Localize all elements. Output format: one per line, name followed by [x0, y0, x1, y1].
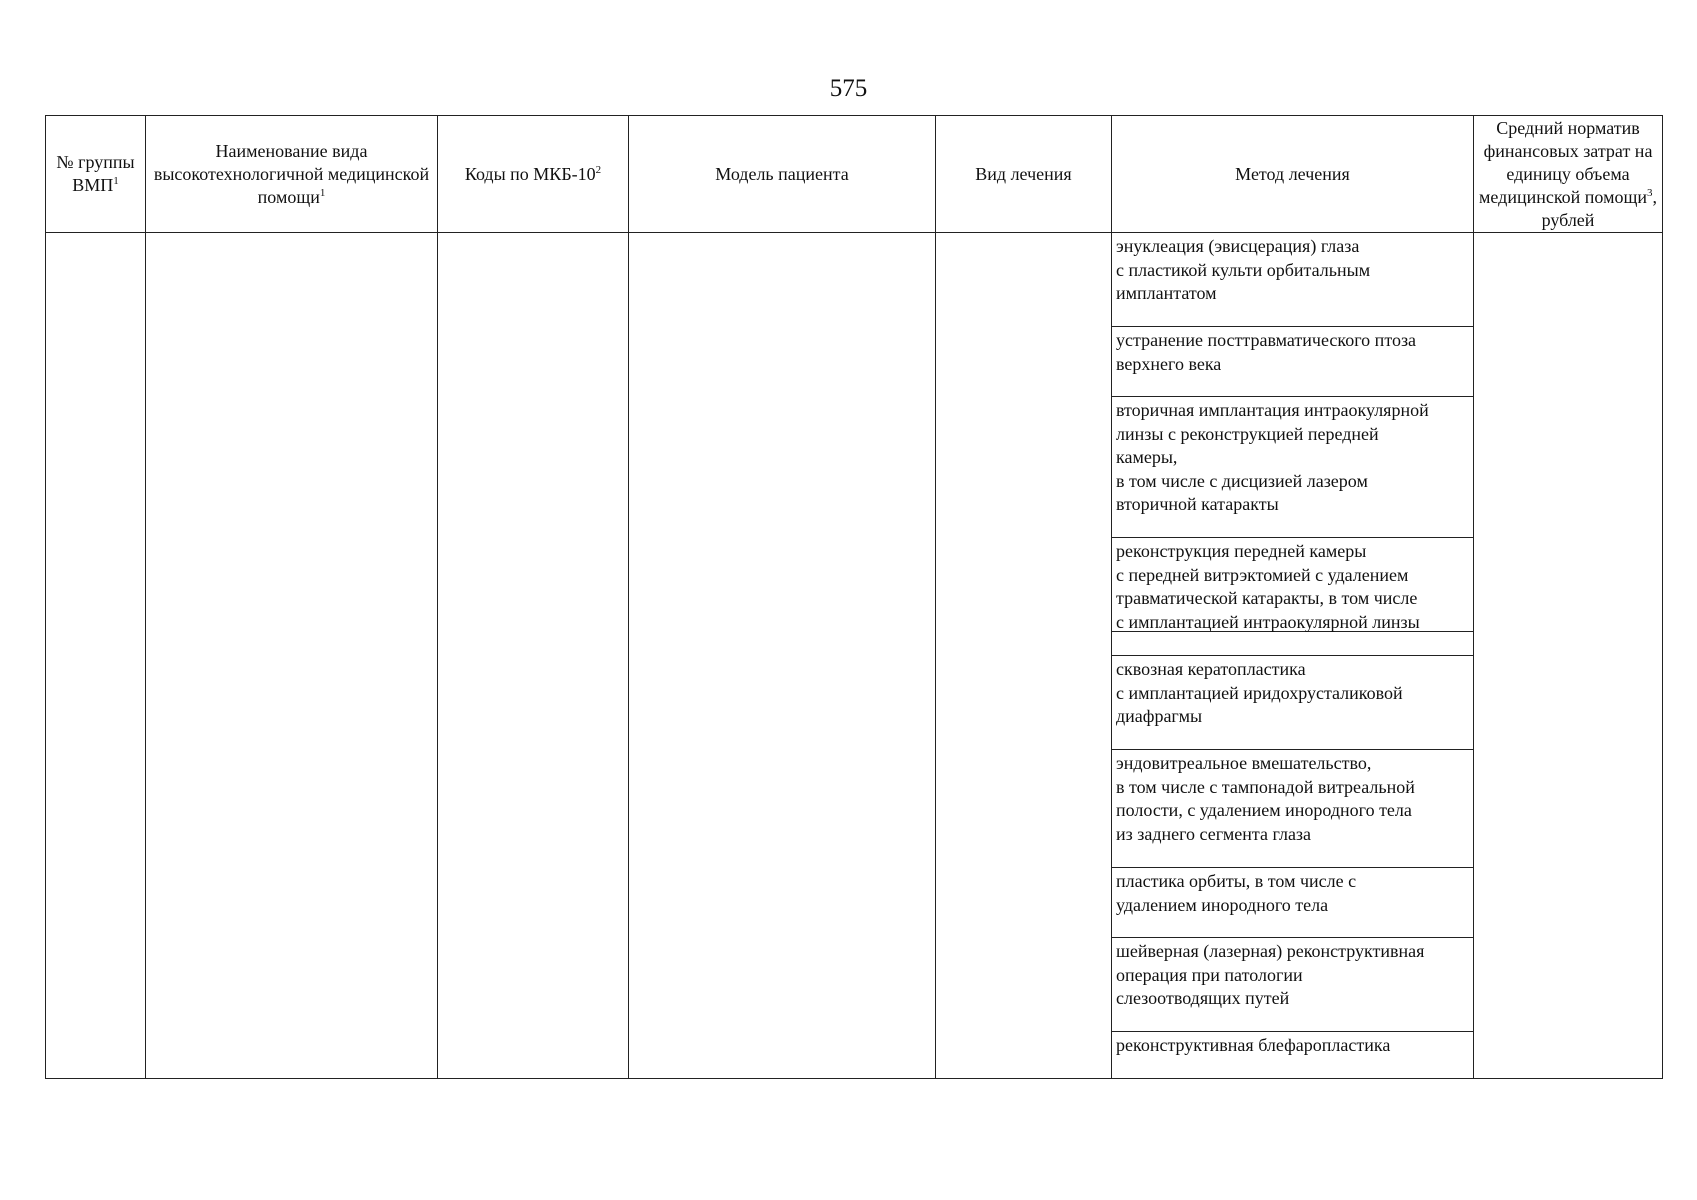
icd-codes-cell — [438, 233, 629, 1079]
header-treatment-method: Метод лечения — [1112, 116, 1474, 233]
method-item-empty — [1112, 632, 1473, 656]
care-type-name-cell — [146, 233, 438, 1079]
cost-standard-cell — [1474, 233, 1663, 1079]
treatment-method-cell — [1112, 233, 1474, 1079]
method-item: реконструкция передней камеры с передней витрэктомией с удалением травматической катаракты, в том числе с имплантацией интраокулярной линзы — [1112, 538, 1473, 632]
treatment-table — [45, 115, 1663, 1079]
header-treatment-type: Вид лечения — [936, 116, 1112, 233]
patient-model-cell — [629, 233, 936, 1079]
table-row — [46, 233, 1663, 1079]
method-item: реконструктивная блефаропластика — [1116, 1035, 1391, 1055]
header-group-number: № группы ВМП$^1$ — [46, 116, 146, 233]
header-row — [46, 116, 1663, 233]
method-list — [1112, 233, 1473, 1078]
method-item: устранение посттравматического птоза верхнего века — [1112, 327, 1473, 397]
method-item: энуклеация (эвисцерация) глаза с пластикой культи орбитальным имплантатом — [1112, 233, 1473, 327]
header-icd-codes: Коды по МКБ-$10^2$ — [438, 116, 629, 233]
method-item: сквозная кератопластика с имплантацией иридохрусталиковой диафрагмы — [1112, 656, 1473, 750]
header-cost-standard: Средний норматив финансовых затрат на единицу объема медицинской помощи$^3$, рублей — [1474, 116, 1663, 233]
method-item: эндовитреальное вмешательство, в том числе с тампонадой витреальной полости, с удалением инородного тела из заднего сегмента глаза — [1112, 750, 1473, 868]
header-patient-model: Модель пациента — [629, 116, 936, 233]
method-item: шейверная (лазерная) реконструктивная операция при патологии слезоотводящих путей — [1112, 938, 1473, 1032]
treatment-type-cell — [936, 233, 1112, 1079]
header-care-type-name: Наименование вида высокотехнологичной медицинской помощи$^1$ — [146, 116, 438, 233]
method-item: пластика орбиты, в том числе с удалением инородного тела — [1112, 868, 1473, 938]
page-number: 575 — [829, 75, 868, 102]
group-number-cell — [46, 233, 146, 1079]
method-item: вторичная имплантация интраокулярной линзы с реконструкцией передней камеры, в том числе с дисцизией лазером вторичной катаракты — [1112, 397, 1473, 538]
